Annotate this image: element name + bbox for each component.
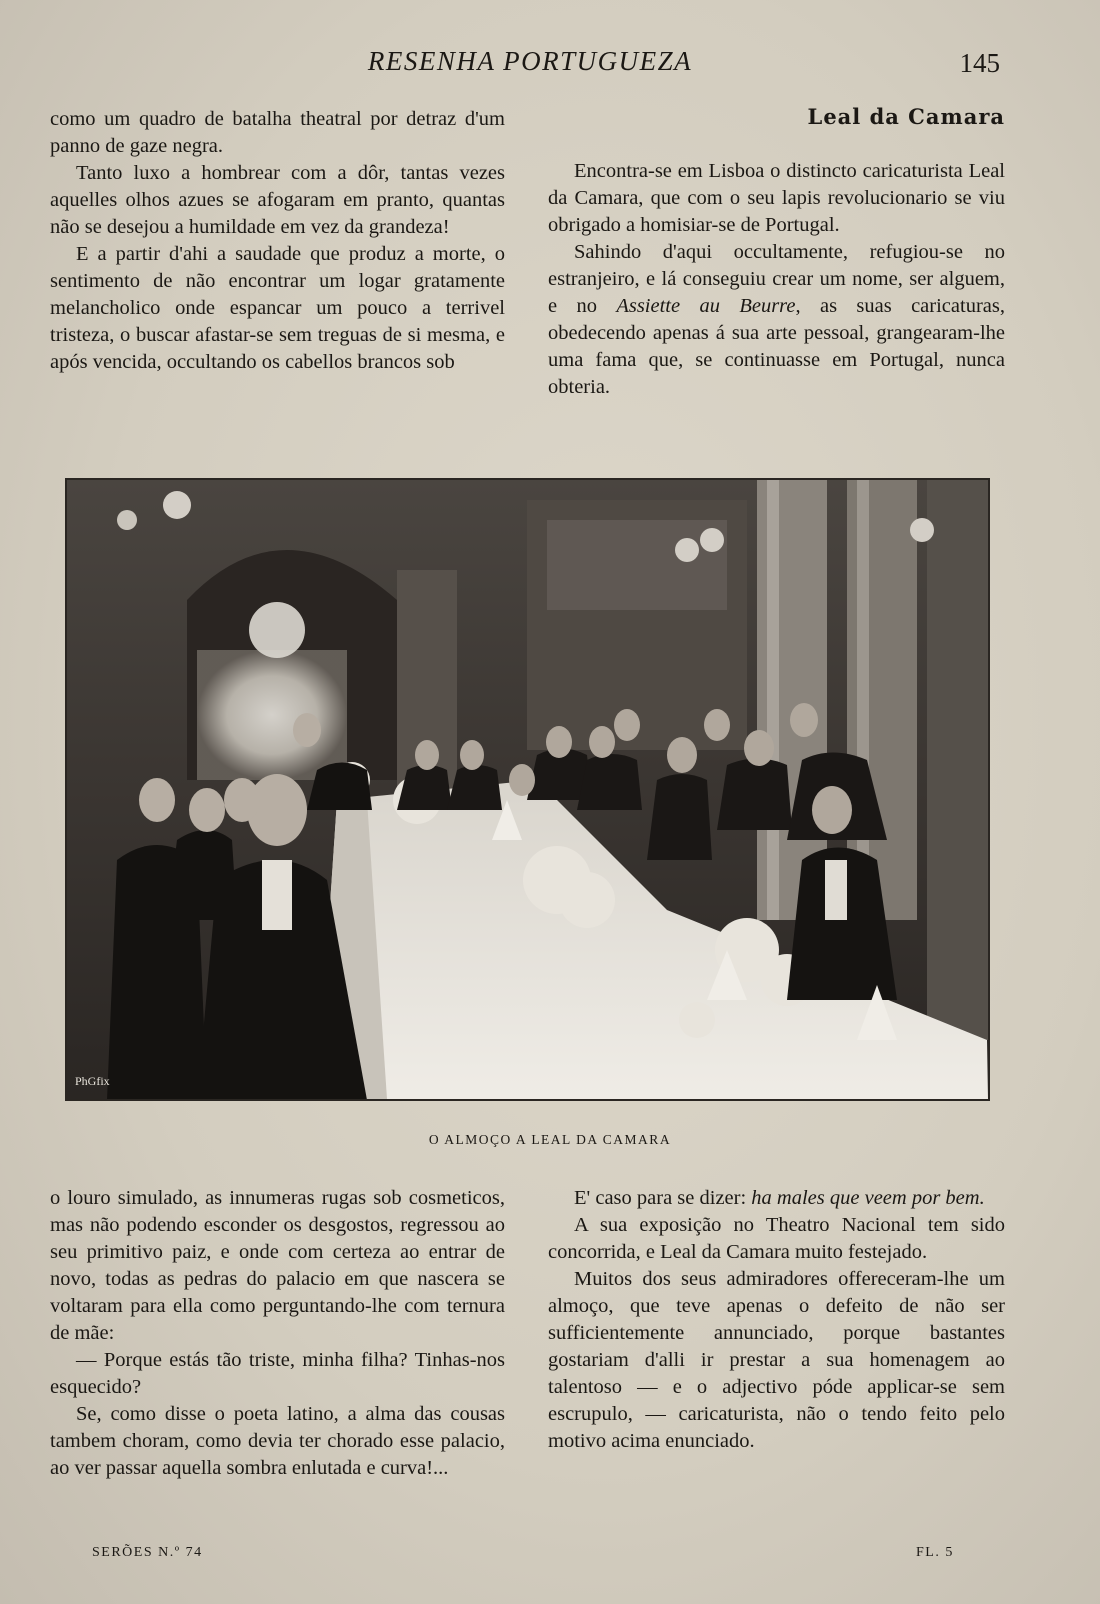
paragraph: — Porque estás tão triste, minha filha? Tinhas-nos esquecido?: [50, 1349, 505, 1398]
paragraph: [548, 239, 1005, 401]
text-run: E' caso para se dizer:: [574, 1187, 752, 1209]
paragraph: E a partir d'ahi a saudade que produz a morte, o sentimento de não encontrar um logar gratamente melancholico onde espancar um pouco a terrivel tristeza, o buscar afastar-se sem treguas de si mesma, e após vencida, occultando os cabellos brancos sob: [50, 243, 505, 373]
photographer-signature: PhGfix: [75, 1074, 110, 1088]
leal-article-bottom: [548, 1185, 1005, 1455]
footer-sheet: FL. 5: [916, 1545, 954, 1560]
article-continuation-bottom: [50, 1185, 505, 1482]
footer-issue: SERÕES N.º 74: [92, 1545, 203, 1560]
page-number: 145: [959, 48, 1000, 78]
running-header-title: RESENHA PORTUGUEZA: [367, 46, 693, 76]
banquet-photograph: [65, 478, 990, 1101]
paragraph: Tanto luxo a hombrear com a dôr, tantas vezes aquelles olhos azues se afogaram em pranto, quantas não se desejou a humildade em vez da grandeza!: [50, 162, 505, 238]
article-continuation-top: [50, 106, 505, 376]
article-heading: Leal da Camara: [807, 104, 1005, 129]
paragraph: [548, 1185, 1005, 1212]
publication-title: Assiette au Beurre: [616, 295, 796, 317]
paragraph: A sua exposição no Theatro Nacional tem sido concorrida, e Leal da Camara muito festejado.: [548, 1214, 1005, 1263]
banquet-photo-illustration: [67, 480, 988, 1099]
text-run: , as suas caricaturas, obedecendo apenas á sua arte pessoal, grangearam-lhe uma fama que, se continuasse em Portugal, nunca obteria.: [548, 295, 1005, 398]
leal-article-top: [548, 158, 1005, 401]
paragraph: Encontra-se em Lisboa o distincto caricaturista Leal da Camara, que com o seu lapis revolucionario se viu obrigado a homisiar-se de Portugal.: [548, 160, 1005, 236]
photo-caption: O ALMOÇO A LEAL DA CAMARA: [428, 1132, 672, 1147]
paragraph: Muitos dos seus admiradores offereceram-lhe um almoço, que teve apenas o defeito de não ser sufficientemente annunciado, porque bastantes gostariam d'alli ir prestar a sua homenagem ao talentoso — e o adjectivo póde applicar-se sem escrupulo, — caricaturista, não o tendo feito pelo motivo acima enunciado.: [548, 1268, 1005, 1452]
paragraph: Se, como disse o poeta latino, a alma das cousas tambem choram, como devia ter chorado esse palacio, ao ver passar aquella sombra enlutada e curva!...: [50, 1403, 505, 1479]
text-run: Sahindo d'aqui occultamente, refugiou-se no estranjeiro, e lá conseguiu crear um nome, ser alguem, e no: [548, 241, 1005, 317]
quoted-proverb: ha males que veem por bem.: [751, 1187, 985, 1209]
paragraph: o louro simulado, as innumeras rugas sob cosmeticos, mas não podendo esconder os desgostos, regressou ao seu primitivo paiz, e onde com certeza ao entrar de novo, todas as pedras do palacio em que nascera se voltaram para ella como perguntando-lhe com ternura de mãe:: [50, 1187, 505, 1344]
paragraph: como um quadro de batalha theatral por detraz d'um panno de gaze negra.: [50, 108, 505, 157]
